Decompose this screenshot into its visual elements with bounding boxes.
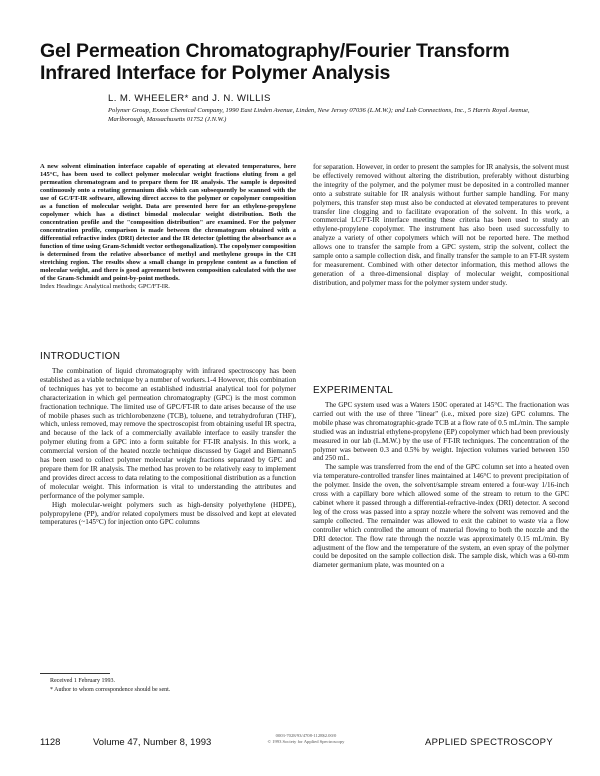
copyright-block	[262, 733, 350, 745]
author-list: L. M. WHEELER* and J. N. WILLIS	[108, 93, 271, 104]
introduction-paragraph-1: The combination of liquid chromatography with infrared spectroscopy has been established as a viable technique by a number of workers.1-4 However, this combination of techniques has yet to become an established industrial analytical tool for polymer characterization in which gel permeation chromatography (GPC) is the most common fractionation technique. The limited use of GPC/FT-IR to date arises because of the use of mobile phases such as trichlorobenzene (TCB), toluene, and tetrahydrofuran (THF), which, unless removed, may remove the spectroscopist from obtaining useful IR spectra, and because of the lack of a commercially available interface to easily transfer the polymer eluting from a GPC into a form suitable for FT-IR analysis. In this work, a commercial version of the heated nozzle technique discussed by Gagel and Biemann5 has been used to collect polymer molecular weight fractions separated by GPC and prepare them for IR analysis. The method has proven to be relatively easy to implement and provides direct access to data relating to the compositional distribution as a function of molecular weight. This information is vital to understanding the attributes and performance of the polymer sample.	[40, 367, 296, 500]
right-column-continuation	[313, 163, 569, 376]
article-title: Gel Permeation Chromatography/Fourier Transform Infrared Interface for Polymer Analysis	[40, 40, 510, 84]
page-number: 1128	[40, 737, 61, 748]
volume-info: Volume 47, Number 8, 1993	[93, 737, 212, 748]
footnote-divider	[40, 673, 110, 674]
experimental-heading: EXPERIMENTAL	[313, 385, 394, 396]
footnotes	[50, 677, 300, 694]
journal-name: APPLIED SPECTROSCOPY	[425, 737, 553, 748]
abstract-text: A new solvent elimination interface capable of operating at elevated temperatures, here 145°C, has been used to collect polymer molecular weight fractions eluting from a gel permeation chromatogram and to prepare them for IR analysis. The sample is deposited continuously onto a rotating germanium disk which can subsequently be scanned with the use of GC/FT-IR software, allowing direct access to the polymer or copolymer composition as a function of molecular weight. Data are presented here for an ethylene-propylene copolymer which has a distinct bimodal molecular weight distribution. Both the concentration profile and the "composition distribution" are examined. For the polymer concentration profile, comparison is made between the chromatogram obtained with a differential refractive index (DRI) detector and the IR detector (plotting the absorbance as a function of time using Gram-Schmidt vector orthogonalization). The copolymer composition is determined from the relative absorbance of methyl and methylene groups in the CH stretching region. The results show a small change in propylene content as a function of molecular weight, and there is good agreement between composition calculated with the use of the Gram-Schmidt and point-by-point methods.	[40, 163, 296, 282]
author-affiliation: Polymer Group, Exxon Chemical Company, 1990 East Linden Avenue, Linden, New Jersey 07036 (L.M.W.); and Lab Connections, Inc., 5 Harris Royal Avenue, Marlborough, Massachusetts 01752 (J.N.W.)	[108, 107, 530, 123]
continuation-paragraph: for separation. However, in order to present the samples for IR analysis, the solvent must be effectively removed without altering the distribution, preferably without disturbing the integrity of the polymer, and the polymer must be deposited in a controlled manner onto a substrate suitable for IR analysis without further sample handling. For many polymers, this transfer step must also be conducted at elevated temperatures to prevent transfer line clogging and to facilitate evaporation of the solvent. In this work, a commercial LC/FT-IR interface meeting these criteria has been used to study an ethylene-propylene copolymer. The instrument has also been used successfully to analyze a variety of other copolymers which will not be reported here. The method allows one to transfer the sample from a GPC system, strip the solvent, collect the sample onto a sample collection disk, and finally transfer the sample to an FT-IR system for measurement. Combined with other detector information, this method allows the generation of a three-dimensional display of molecular weight, compositional distribution, and polymer mass for the polymer system under study.	[313, 163, 569, 287]
issn-line: 0003-7028/93/4708-1128$2.00/0	[275, 733, 337, 738]
abstract	[40, 163, 296, 333]
footnote-correspondence: * Author to whom correspondence should be sent.	[50, 686, 171, 693]
footnote-received: Received 1 February 1993.	[50, 678, 115, 684]
experimental-paragraph-2: The sample was transferred from the end of the GPC column set into a heated oven via temperature-controlled transfer lines maintained at 146°C to prevent precipitation of the polymer. Inside the oven, the solvent/sample stream entered a four-way 1/16-inch cross with a capillary bore which allowed some of the stream to return to the GPC cabinet where it passed through a differential-refractive-index (DRI) detector. A second leg of the cross was passed into a spray nozzle where the solvent was removed and the sample collected. The remainder was allowed to exit the cabinet to waste via a flow controller which controlled the amount of material flowing to both the nozzle and the DRI detector. The flow rate through the nozzle was approximately 0.15 mL/min. By adjustment of the flow and the temperature of the system, an even spray of the polymer could be deposited on the sample collection disk. The sample disk, which was a 60-mm diameter germanium plate, was mounted on a	[313, 463, 569, 570]
introduction-body	[40, 367, 296, 657]
experimental-body	[313, 401, 569, 723]
introduction-heading: INTRODUCTION	[40, 351, 121, 362]
introduction-paragraph-2: High molecular-weight polymers such as high-density polyethylene (HDPE), polypropylene (PP), and/or related copolymers must be dissolved and kept at elevated temperatures (~145°C) for injection onto GPC columns	[40, 500, 296, 527]
copyright-line: © 1993 Society for Applied Spectroscopy	[267, 739, 345, 744]
index-headings: Index Headings: Analytical methods; GPC/FT-IR.	[40, 283, 170, 290]
experimental-paragraph-1: The GPC system used was a Waters 150C operated at 145°C. The fractionation was carried out with the use of three "linear" (i.e., mixed pore size) GPC columns. The mobile phase was chromatographic-grade TCB at a flow rate of 0.5 mL/min. The sample studied was an industrial ethylene-propylene (EP) copolymer which had been previously measured in our lab (L.M.W.) by the use of FT-IR techniques. The concentration of the polymer was between 0.3 and 0.5% by weight. Injection volumes varied between 150 and 250 mL.	[313, 401, 569, 463]
